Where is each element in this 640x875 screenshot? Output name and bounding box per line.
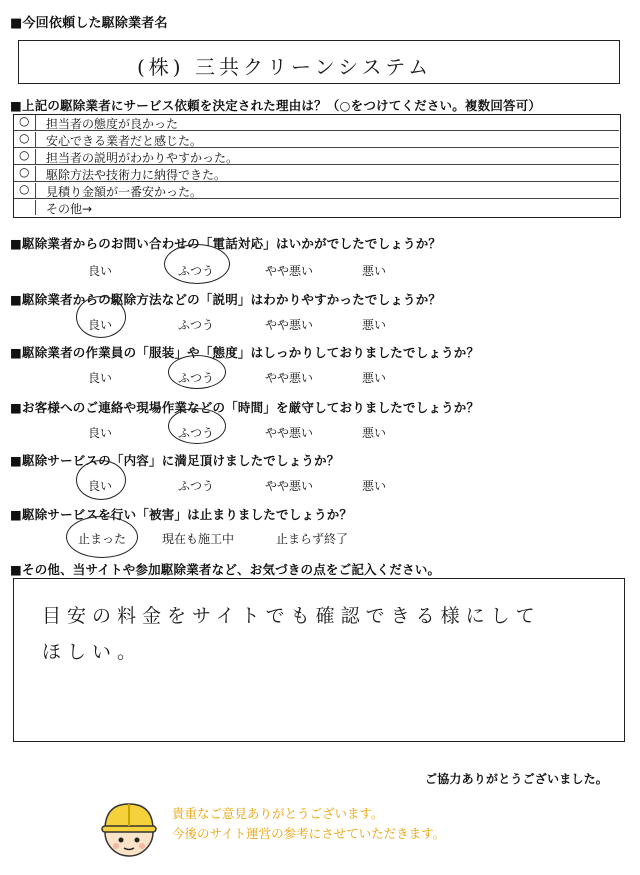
comment-line-2: ほしい。 <box>42 641 143 663</box>
selection-circle <box>168 408 226 444</box>
q4-option-normal[interactable]: ふつう <box>178 426 215 440</box>
reason-label: 安心できる業者だと感じた。 <box>46 134 203 148</box>
q6-option-ongoing[interactable]: 現在も施工中 <box>162 532 235 546</box>
reason-checkbox[interactable] <box>14 183 36 198</box>
reason-checkbox[interactable] <box>14 200 36 215</box>
q3-option-somewhat-bad[interactable]: やや悪い <box>265 371 314 385</box>
worker-mascot-icon <box>96 796 162 862</box>
question-4-text: ■お客様へのご連絡や現場作業などの「時間」を厳守しておりましたでしょうか？ <box>10 400 480 415</box>
circle-mark: ○ <box>19 114 30 128</box>
q6-option-stopped[interactable]: 止まった <box>78 532 127 546</box>
q2-option-somewhat-bad[interactable]: やや悪い <box>265 318 314 332</box>
reasons-heading: ■上記の駆除業者にサービス依頼を決定された理由は？（○をつけてください。複数回答可） <box>10 98 542 113</box>
comments-heading: ■その他、当サイトや参加駆除業者など、お気づきの点をご記入ください。 <box>10 562 441 577</box>
reason-label: 見積り金額が一番安かった。 <box>46 185 203 199</box>
q4-option-good[interactable]: 良い <box>88 426 113 440</box>
q6-option-not-stopped[interactable]: 止まらず終了 <box>276 532 349 546</box>
q5-option-bad[interactable]: 悪い <box>362 479 387 493</box>
q5-option-somewhat-bad[interactable]: やや悪い <box>265 479 314 493</box>
q1-option-good[interactable]: 良い <box>88 264 113 278</box>
footer-line-1: 貴重なご意見ありがとうございます。 <box>172 806 384 821</box>
circle-mark: ○ <box>19 131 30 145</box>
question-5-text: ■駆除サービスの「内容」に満足頂けましたでしょうか？ <box>10 453 340 468</box>
q3-option-normal[interactable]: ふつう <box>178 371 215 385</box>
selection-circle <box>76 460 126 500</box>
company-name: (株) 三共クリーンシステム <box>137 55 433 79</box>
reasons-table <box>13 114 621 218</box>
comment-line-1: 目安の料金をサイトでも確認できる様にして <box>42 605 541 627</box>
q2-option-good[interactable]: 良い <box>88 318 113 332</box>
reason-checkbox[interactable] <box>14 149 36 164</box>
question-3-text: ■駆除業者の作業員の「服装」や「態度」はしっかりしておりましたでしょうか？ <box>10 345 480 360</box>
reason-label: 担当者の説明がわかりやすかった。 <box>46 151 239 165</box>
q1-option-somewhat-bad[interactable]: やや悪い <box>265 264 314 278</box>
question-2-text: ■駆除業者からの駆除方法などの「説明」はわかりやすかったでしょうか？ <box>10 292 442 307</box>
reason-row <box>14 115 619 131</box>
selection-circle <box>76 296 126 338</box>
footer-line-2: 今後のサイト運営の参考にさせていただきます。 <box>172 826 446 841</box>
question-6-text: ■駆除サービスを行い「被害」は止まりましたでしょうか？ <box>10 507 353 522</box>
reason-row <box>14 132 619 148</box>
question-1-text: ■駆除業者からのお問い合わせの「電話対応」はいかがでしたでしょうか？ <box>10 236 442 251</box>
q1-option-normal[interactable]: ふつう <box>178 264 215 278</box>
q5-option-normal[interactable]: ふつう <box>178 479 215 493</box>
thanks-text: ご協力ありがとうございました。 <box>425 772 609 786</box>
selection-circle <box>66 516 138 558</box>
reason-checkbox[interactable] <box>14 115 36 130</box>
reason-checkbox[interactable] <box>14 132 36 147</box>
q4-option-somewhat-bad[interactable]: やや悪い <box>265 426 314 440</box>
q3-option-good[interactable]: 良い <box>88 371 113 385</box>
reason-label-other: その他→ <box>46 202 93 216</box>
circle-mark: ○ <box>19 182 30 196</box>
reason-label: 駆除方法や技術力に納得できた。 <box>46 168 227 182</box>
reason-row <box>14 183 619 199</box>
selection-circle <box>168 355 226 389</box>
q5-option-good[interactable]: 良い <box>88 479 113 493</box>
q1-option-bad[interactable]: 悪い <box>362 264 387 278</box>
selection-circle <box>164 244 230 284</box>
q4-option-bad[interactable]: 悪い <box>362 426 387 440</box>
comments-box[interactable] <box>13 578 625 742</box>
reason-label: 担当者の態度が良かった <box>46 117 179 131</box>
q3-option-bad[interactable]: 悪い <box>362 371 387 385</box>
q2-option-bad[interactable]: 悪い <box>362 318 387 332</box>
reason-checkbox[interactable] <box>14 166 36 181</box>
company-name-box <box>18 40 620 84</box>
circle-mark: ○ <box>19 148 30 162</box>
company-heading: ■今回依頼した駆除業者名 <box>10 16 168 31</box>
circle-mark: ○ <box>19 165 30 179</box>
q2-option-normal[interactable]: ふつう <box>178 318 215 332</box>
reason-row <box>14 200 619 216</box>
reason-row <box>14 166 619 182</box>
reason-row <box>14 149 619 165</box>
